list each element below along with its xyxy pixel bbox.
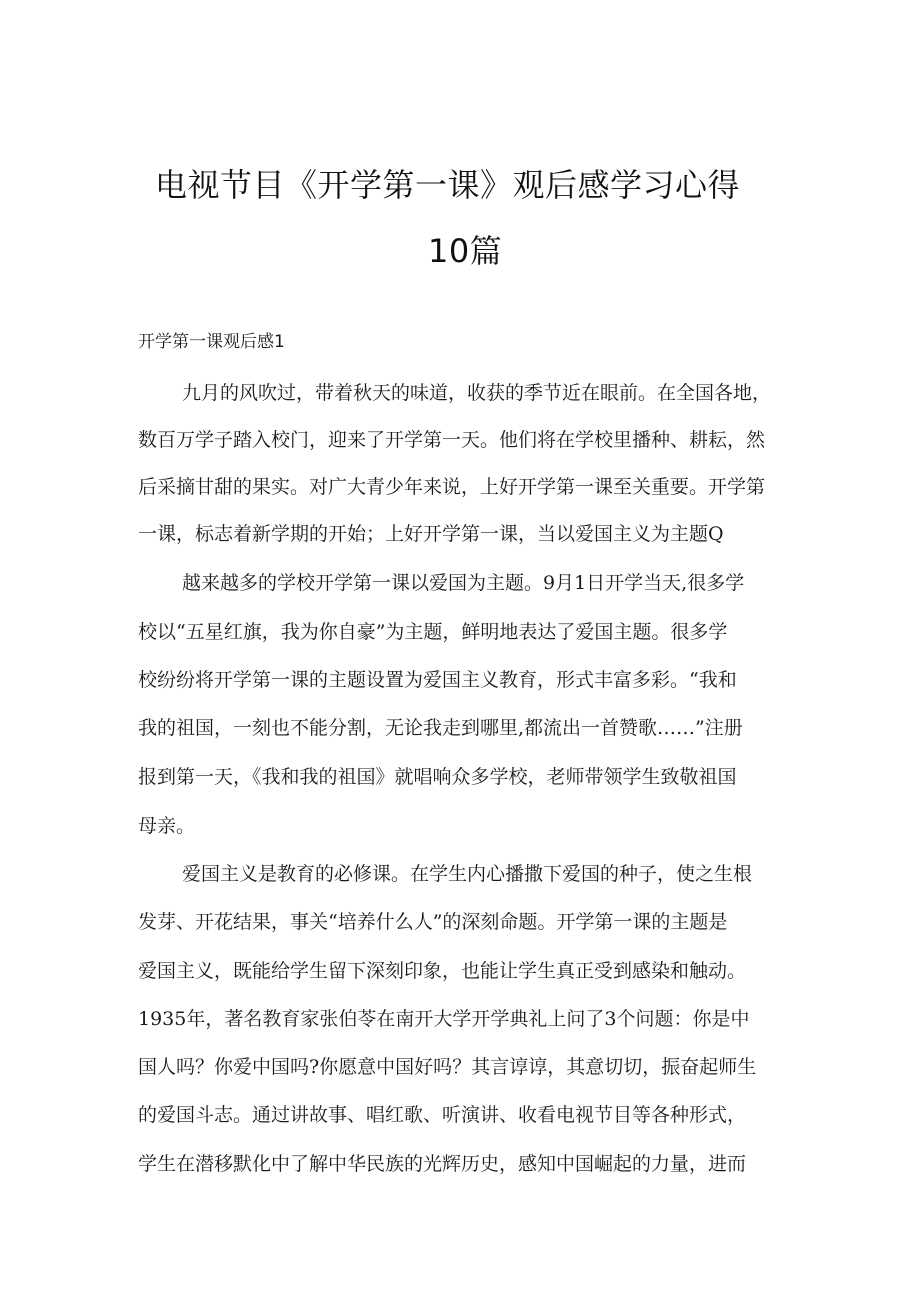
body-line: 九月的风吹过，带着秋天的味道，收获的季节近在眼前。在全国各地， [182, 382, 772, 404]
body-line: 越来越多的学校开学第一课以爱国为主题。9月1日开学当天,很多学 [182, 572, 745, 594]
body-line: 的爱国斗志。通过讲故事、唱红歌、听演讲、收看电视节目等各种形式， [138, 1104, 747, 1126]
document-title-line-1: 电视节目《开学第一课》观后感学习心得 [155, 166, 741, 204]
body-line: 一课，标志着新学期的开始；上好开学第一课，当以爱国主义为主题Q [138, 523, 724, 545]
section-heading: 开学第一课观后感1 [138, 332, 285, 352]
body-line: 发芽、开花结果，事关“培养什么人”的深刻命题。开学第一课的主题是 [138, 911, 728, 933]
body-line: 1935年，著名教育家张伯苓在南开大学开学典礼上问了3个问题：你是中 [138, 1008, 750, 1030]
document-title-line-2: 10篇 [428, 232, 503, 270]
body-line: 学生在潜移默化中了解中华民族的光辉历史，感知中国崛起的力量，进而 [138, 1153, 747, 1175]
body-line: 数百万学子踏入校门，迎来了开学第一天。他们将在学校里播种、耕耘，然 [138, 429, 766, 451]
body-line: 报到第一天，《我和我的祖国》就唱响众多学校，老师带领学生致敬祖国 [138, 766, 737, 788]
body-line: 我的祖国，一刻也不能分割，无论我走到哪里,都流出一首赞歌……”注册 [138, 717, 743, 739]
body-line: 校纷纷将开学第一课的主题设置为爱国主义教育，形式丰富多彩。“我和 [138, 669, 737, 691]
body-line: 国人吗？你爱中国吗?你愿意中国好吗？其言谆谆，其意切切，振奋起师生 [138, 1056, 757, 1078]
body-line: 爱国主义，既能给学生留下深刻印象，也能让学生真正受到感染和触动。 [138, 960, 747, 982]
body-line: 母亲。 [138, 815, 196, 837]
body-line: 后采摘甘甜的果实。对广大青少年来说，上好开学第一课至关重要。开学第 [138, 476, 766, 498]
body-line: 校以“五星红旗，我为你自豪”为主题，鲜明地表达了爱国主题。很多学 [138, 621, 728, 643]
body-line: 爱国主义是教育的必修课。在学生内心播撒下爱国的种子，使之生根 [182, 863, 753, 885]
